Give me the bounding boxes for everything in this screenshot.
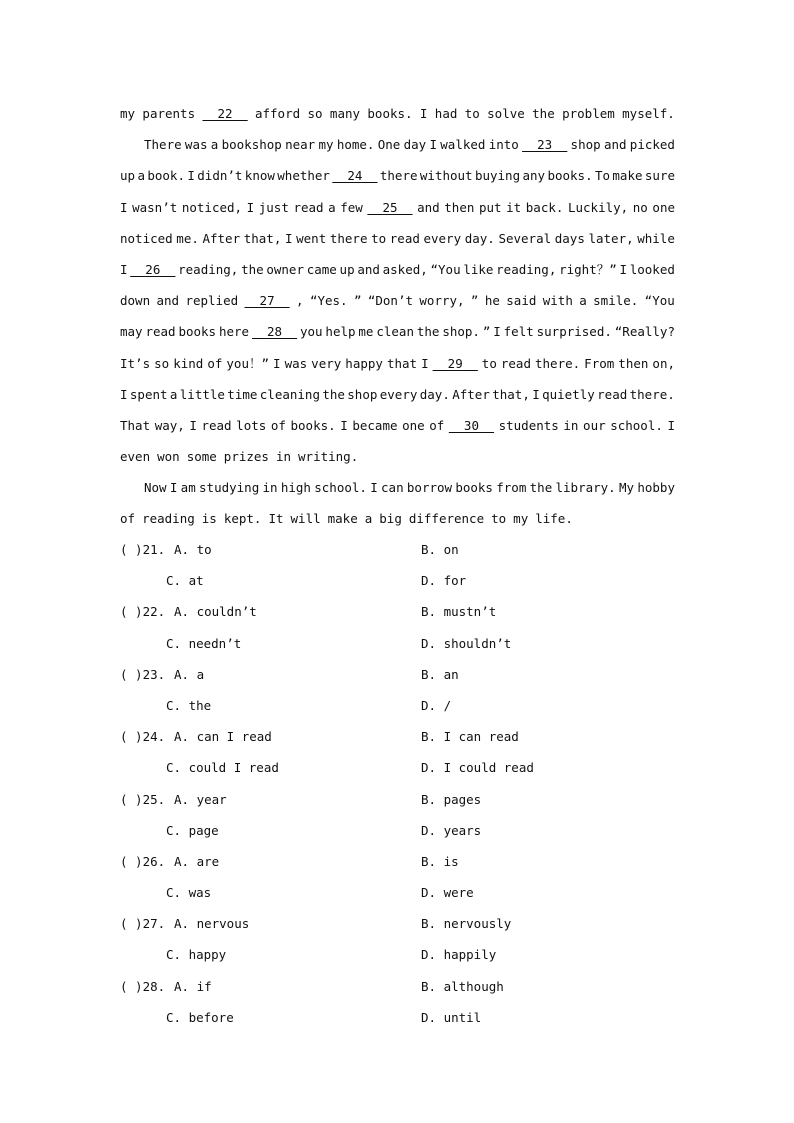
passage-word: owner [266, 261, 304, 277]
passage-word: sure [644, 168, 675, 184]
passage-word: books [455, 480, 493, 496]
passage-word: way, [154, 417, 185, 433]
option-c[interactable]: C. needn’t [166, 635, 242, 651]
passage-word: I [667, 417, 675, 433]
answer-blank: __23__ [522, 137, 568, 153]
question-row [120, 971, 680, 1002]
question-row [120, 534, 680, 565]
passage-word: prizes [223, 449, 269, 465]
passage-line [120, 441, 675, 472]
passage-word: came [306, 261, 337, 277]
passage-word: that, [243, 230, 282, 246]
passage-word: he [484, 293, 500, 309]
passage-word: studying [199, 480, 260, 496]
passage-word: days [554, 230, 585, 246]
question-row [120, 877, 680, 908]
passage-word: I [429, 137, 437, 153]
passage-line [120, 160, 675, 191]
passage-line [120, 410, 675, 441]
question-row [120, 659, 680, 690]
passage-word: a [364, 511, 373, 527]
option-a[interactable]: A. year [174, 791, 227, 807]
passage-word: book. [147, 168, 185, 184]
question-row [120, 565, 680, 596]
passage-word: every [423, 230, 462, 246]
passage-word: cleaning [259, 386, 320, 402]
option-b[interactable]: B. is [421, 853, 459, 869]
passage-word: no [632, 199, 648, 215]
passage-word: my [120, 106, 136, 121]
passage-word: It [268, 511, 284, 527]
option-b[interactable]: B. on [421, 542, 459, 557]
passage-word: read [145, 324, 176, 340]
passage-word: said [506, 293, 537, 309]
passage-word: may [120, 324, 143, 340]
passage-word: ” [470, 293, 479, 309]
option-d[interactable]: D. were [421, 885, 474, 901]
passage-word: worry, [419, 293, 465, 309]
passage-word: school. [610, 417, 663, 433]
passage-word: parents [142, 106, 196, 121]
passage-word: I [532, 386, 540, 402]
passage-word: shop [347, 386, 378, 402]
passage-word: didn’t [197, 168, 243, 184]
passage-word: clean [376, 324, 414, 340]
option-b[interactable]: B. although [421, 978, 504, 994]
question-row [120, 690, 680, 721]
passage-word: I [189, 417, 197, 433]
option-b[interactable]: B. pages [421, 791, 482, 807]
passage-word: it [506, 199, 522, 215]
passage-word: with [542, 293, 573, 309]
passage-word: a [137, 168, 145, 184]
passage-word: I [284, 230, 293, 246]
passage-word: my [318, 137, 334, 153]
option-b[interactable]: B. I can read [421, 729, 519, 745]
passage-word: writing. [298, 449, 359, 465]
passage-word: a [169, 386, 178, 402]
passage-word: “Yes. [309, 293, 348, 309]
passage-word: “Really? [614, 324, 675, 340]
passage-word: noticed, [181, 199, 243, 215]
passage-word: of [270, 417, 286, 433]
passage-line [120, 98, 675, 129]
question-row [120, 628, 680, 659]
passage-word: problem [562, 106, 615, 121]
option-d[interactable]: D. for [421, 573, 467, 589]
passage-word: there. [535, 355, 581, 371]
option-b[interactable]: B. mustn’t [421, 604, 497, 620]
passage-word: down [120, 293, 151, 309]
passage-word: surprised. [536, 324, 612, 340]
question-row [120, 846, 680, 877]
passage-word: solve [487, 106, 525, 121]
passage-word: the [532, 106, 555, 121]
passage-word: After [202, 230, 241, 246]
passage-word: ” [353, 293, 362, 309]
passage-word: up [339, 261, 355, 277]
question-row [120, 908, 680, 939]
passage-word: I [421, 355, 429, 371]
passage-word: read [201, 417, 232, 433]
option-a[interactable]: A. to [174, 542, 212, 557]
passage-word: there. [629, 386, 675, 402]
passage-word: and [417, 199, 440, 215]
passage-word: My [619, 480, 635, 496]
passage-word: that [386, 355, 418, 371]
passage-word: “You [430, 261, 461, 277]
option-d[interactable]: D. / [421, 697, 452, 713]
option-a[interactable]: A. a [174, 666, 205, 682]
passage-word: picked [629, 137, 675, 153]
passage-word: a [579, 293, 587, 309]
passage-word: every [379, 386, 418, 402]
passage-word: and [156, 293, 180, 309]
option-c[interactable]: C. the [166, 697, 212, 713]
passage-word: borrow [406, 480, 453, 496]
passage-word: is [201, 511, 217, 527]
passage-word: and [357, 261, 380, 277]
passage-word: one [652, 199, 675, 215]
passage-word: many [329, 106, 361, 121]
passage-word: of [207, 355, 223, 371]
passage-line [120, 472, 675, 503]
passage-word: buying [474, 168, 521, 184]
passage-word: “Don’t [367, 293, 414, 309]
option-c[interactable]: C. could I read [166, 760, 279, 776]
passage-word: my [513, 511, 529, 527]
passage-word: high [280, 480, 311, 496]
passage-word: to [371, 230, 387, 246]
passage-word: smile. [593, 293, 639, 309]
passage-word: library. [555, 480, 616, 496]
option-d[interactable]: D. happily [421, 947, 497, 963]
passage-line [120, 379, 675, 410]
passage-word: was [284, 355, 308, 371]
passage-word: students [498, 417, 559, 433]
passage-word: won [157, 449, 180, 465]
option-a[interactable]: A. couldn’t [174, 604, 257, 620]
passage-word: to [481, 355, 497, 371]
passage-word: I [120, 386, 128, 402]
passage-word: so [154, 355, 170, 371]
passage-word: day. [464, 230, 495, 246]
question-row [120, 1002, 680, 1033]
passage-line [120, 348, 675, 379]
option-d[interactable]: D. I could read [421, 760, 534, 776]
reading-passage [120, 98, 675, 535]
passage-word: bookshop [221, 137, 282, 153]
passage-word: There [144, 137, 182, 153]
passage-line [120, 192, 675, 223]
passage-word: I [120, 199, 128, 215]
answer-blank: __28__ [251, 324, 298, 340]
passage-word: kind [173, 355, 204, 371]
passage-word: Now [144, 480, 167, 496]
passage-word: and [603, 137, 627, 153]
passage-word: very [311, 355, 342, 371]
passage-word: just [258, 199, 289, 215]
passage-word: any [522, 168, 546, 184]
passage-word: shop. [442, 324, 480, 340]
passage-word: can [381, 480, 404, 496]
passage-word: became [352, 417, 398, 433]
passage-word: read [293, 199, 324, 215]
passage-word: , [296, 293, 304, 309]
passage-word: I [419, 106, 428, 121]
passage-word: After [452, 386, 490, 402]
passage-line [120, 285, 675, 316]
passage-word: few [340, 199, 363, 215]
question-number: ( )28. [120, 978, 166, 994]
passage-line [120, 223, 675, 254]
passage-word: hobby [637, 480, 675, 496]
passage-word: I [370, 480, 378, 496]
passage-word: I [493, 324, 501, 340]
passage-word: little [179, 386, 225, 402]
option-d[interactable]: D. years [421, 822, 482, 838]
question-number: ( )21. [120, 542, 166, 557]
passage-word: there [329, 230, 368, 246]
passage-word: near [285, 137, 316, 153]
passage-word: of [120, 511, 136, 527]
passage-word: day. [419, 386, 450, 402]
passage-word: books. [547, 168, 593, 184]
passage-word: in [275, 449, 292, 465]
passage-line [120, 316, 675, 347]
passage-word: afford [254, 106, 301, 121]
passage-word: I [120, 261, 128, 277]
passage-word: big [379, 511, 402, 527]
passage-word: make [327, 511, 358, 527]
passage-word: myself. [622, 106, 675, 121]
passage-word: books. [290, 417, 336, 433]
passage-word: was [184, 137, 208, 153]
passage-word: difference [408, 511, 485, 527]
passage-word: me [358, 324, 374, 340]
passage-word: books [178, 324, 217, 340]
passage-word: up [120, 168, 136, 184]
passage-word: read [597, 386, 628, 402]
passage-word: happy [345, 355, 383, 371]
passage-word: put [478, 199, 502, 215]
answer-blank: __27__ [244, 293, 290, 309]
option-d[interactable]: D. shouldn’t [421, 635, 512, 651]
option-a[interactable]: A. nervous [174, 916, 250, 932]
question-row [120, 596, 680, 627]
question-number: ( )24. [120, 729, 166, 745]
passage-word: books. [367, 106, 413, 121]
passage-word: without [419, 168, 473, 184]
passage-word: One [377, 137, 401, 153]
question-row [120, 939, 680, 970]
passage-word: in [262, 480, 278, 496]
passage-word: reading, [496, 261, 557, 277]
answer-blank: __25__ [367, 199, 413, 215]
option-c[interactable]: C. happy [166, 947, 227, 963]
passage-word: a [210, 137, 219, 153]
passage-word: then [618, 355, 649, 371]
passage-word: school. [314, 480, 367, 496]
answer-blank: __29__ [432, 355, 478, 371]
question-number: ( )26. [120, 853, 166, 869]
option-b[interactable]: B. nervously [421, 916, 512, 932]
passage-word: reading [142, 511, 195, 527]
passage-word: to [491, 511, 507, 527]
passage-word: I [340, 417, 348, 433]
passage-word: went [296, 230, 327, 246]
passage-word: back. [525, 199, 564, 215]
passage-word: from [496, 480, 527, 496]
passage-word: Luckily, [567, 199, 629, 215]
option-c[interactable]: C. at [166, 573, 204, 589]
passage-word: whether [277, 168, 330, 184]
passage-word: noticed [120, 230, 173, 246]
passage-word: later, [588, 230, 634, 246]
passage-word: in [563, 417, 579, 433]
passage-word: lots [236, 417, 267, 433]
passage-word: I [187, 168, 195, 184]
question-number: ( )23. [120, 666, 166, 682]
passage-word: like [463, 261, 494, 277]
passage-line [120, 129, 675, 160]
passage-word: even [120, 449, 151, 465]
passage-word: so [307, 106, 323, 121]
passage-word: that, [492, 386, 530, 402]
passage-word: day [403, 137, 427, 153]
question-number: ( )22. [120, 604, 166, 620]
passage-word: into [488, 137, 519, 153]
passage-word: the [416, 324, 440, 340]
question-row [120, 752, 680, 783]
passage-word: felt [503, 324, 534, 340]
passage-word: reading, [178, 261, 239, 277]
option-a[interactable]: A. if [174, 978, 212, 994]
passage-word: to [464, 106, 480, 121]
passage-word: looked [629, 261, 675, 277]
passage-word: our [583, 417, 606, 433]
passage-word: wasn’t [132, 199, 178, 215]
option-a[interactable]: A. can I read [174, 729, 272, 745]
option-c[interactable]: C. was [166, 885, 212, 901]
passage-word: you [299, 324, 323, 340]
passage-word: I [169, 480, 178, 496]
passage-word: It’s [120, 355, 151, 371]
answer-blank: __24__ [332, 168, 378, 184]
passage-word: know [244, 168, 275, 184]
passage-word: then [444, 199, 475, 215]
passage-word: walked [440, 137, 486, 153]
passage-word: make [612, 168, 643, 184]
passage-word: “You [644, 293, 675, 309]
question-row [120, 815, 680, 846]
answer-blank: __22__ [202, 106, 248, 121]
passage-word: From [584, 355, 615, 371]
passage-word: the [529, 480, 553, 496]
passage-word: here [218, 324, 250, 340]
passage-word: read [389, 230, 420, 246]
passage-word: I [246, 199, 255, 215]
passage-word: one [402, 417, 425, 433]
passage-word: quietly [542, 386, 595, 402]
passage-word: I [273, 355, 281, 371]
option-c[interactable]: C. before [166, 1009, 234, 1025]
question-number: ( )27. [120, 916, 166, 932]
question-number: ( )25. [120, 791, 166, 807]
passage-word: read [500, 355, 531, 371]
passage-word: a [328, 199, 336, 215]
passage-word: That [120, 417, 151, 433]
passage-line [120, 503, 675, 534]
passage-word: had [434, 106, 458, 121]
passage-word: while [637, 230, 675, 246]
passage-word: the [322, 386, 345, 402]
passage-word: ” [482, 324, 491, 340]
passage-word: time [227, 386, 258, 402]
passage-word: asked, [382, 261, 428, 277]
passage-word: will [290, 511, 321, 527]
passage-line [120, 254, 675, 285]
passage-word: replied [185, 293, 239, 309]
question-row [120, 721, 680, 752]
passage-word: you！” [226, 355, 270, 371]
passage-word: help [325, 324, 356, 340]
option-d[interactable]: D. until [421, 1009, 482, 1025]
passage-word: Several [498, 230, 552, 246]
question-row [120, 784, 680, 815]
passage-word: right？” [559, 261, 617, 277]
option-c[interactable]: C. page [166, 822, 219, 838]
passage-word: me. [176, 230, 199, 246]
passage-word: To [594, 168, 611, 184]
answer-blank: __26__ [130, 261, 176, 277]
passage-word: spent [129, 386, 168, 402]
passage-word: of [429, 417, 445, 433]
passage-word: kept. [223, 511, 262, 527]
answer-blank: __30__ [448, 417, 495, 433]
passage-word: life. [535, 511, 573, 527]
passage-word: the [241, 261, 264, 277]
passage-word: on, [652, 355, 675, 371]
passage-word: shop [570, 137, 601, 153]
passage-word: there [379, 168, 418, 184]
passage-word: home. [336, 137, 375, 153]
option-b[interactable]: B. an [421, 666, 459, 682]
passage-word: some [186, 449, 217, 465]
option-a[interactable]: A. are [174, 853, 220, 869]
question-list [120, 534, 680, 1033]
passage-word: I [619, 261, 627, 277]
passage-word: am [180, 480, 196, 496]
